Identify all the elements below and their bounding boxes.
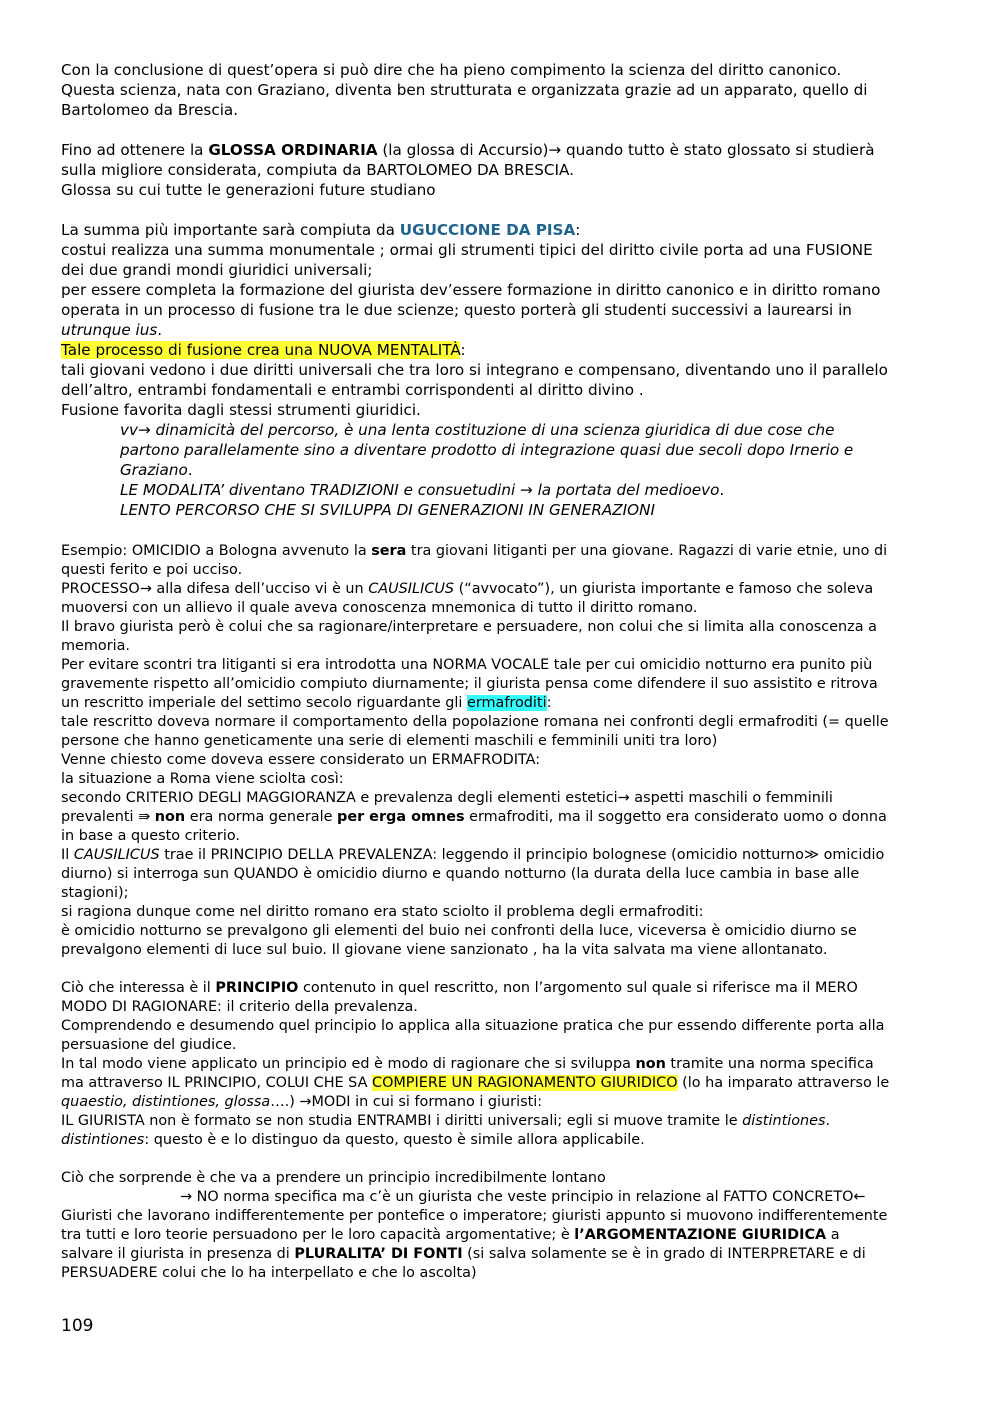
italic-term: distintiones [742,1113,826,1129]
highlighted-text: Tale processo di fusione crea una NUOVA MENTALITÀ [61,341,461,359]
text-line [61,694,941,713]
text-line [61,1074,941,1093]
text-line: operata in un processo di fusione tra le due scienze; questo porterà gli studenti successivi a laurearsi in [61,301,852,319]
text-line: persone che hanno geneticamente una serie di elementi maschili e femminili uniti tra loro) [61,733,718,749]
text-line [61,580,941,599]
italic-term: quaestio, distintiones, glossa [61,1094,271,1110]
indented-line [61,480,941,500]
italic-term: CAUSILICUS [368,581,455,597]
text-span: trae il PRINCIPIO DELLA PREVALENZA: leggendo il principio bolognese (omicidio notturno≫ omicidio [159,847,885,863]
indented-line: → NO norma specifica ma c’è un giurista che veste principio in relazione al FATTO CONCRETO← [180,1189,866,1205]
text-line [61,846,941,865]
text-line: Glossa su cui tutte le generazioni future studiano [61,181,436,199]
text-span: : [575,221,581,239]
text-span: contenuto in quel rescritto, non l’argomento sul quale si riferisce ma il MERO [298,980,858,996]
text-span: tra tutti e loro teorie persuadono per le loro capacità argomentative; è [61,1227,575,1243]
text-line [61,320,941,340]
text-line: Comprendendo e desumendo quel principio lo applica alla situazione pratica che pur essendo differente porta alla [61,1018,885,1034]
text-span: PROCESSO→ alla difesa dell’ucciso vi è un [61,581,369,597]
italic-term: distintiones [61,1132,145,1148]
text-span: . [825,1113,831,1129]
indented-line [61,460,941,480]
text-line: è omicidio notturno se prevalgono gli elementi del buio nei confronti della luce, viceversa è omicidio diurno se [61,923,857,939]
text-line: Il bravo giurista però è colui che sa ragionare/interpretare e persuadere, non colui che si limita alla conoscenza a [61,619,877,635]
text-span: Il [61,847,74,863]
text-span: : [546,695,552,711]
text-span: . [157,321,163,339]
bold-term: per erga omnes [337,809,465,825]
text-span: tramite una norma specifica [665,1056,874,1072]
text-line: Fusione favorita dagli stessi strumenti giuridici. [61,401,421,419]
text-line: Ciò che sorprende è che va a prendere un principio incredibilmente lontano [61,1170,606,1186]
page-body [61,60,941,1283]
text-line: Per evitare scontri tra litiganti si era introdotta una NORMA VOCALE tale per cui omicidio notturno era punito più [61,657,873,673]
highlighted-text: ermafroditi [466,695,547,711]
text-span: un rescritto imperiale del settimo secolo riguardante gli [61,695,467,711]
text-line [61,542,941,561]
text-span: . [187,461,193,479]
italic-term: CAUSILICUS [73,847,160,863]
text-span: IL GIURISTA non è formato se non studia ENTRAMBI i diritti universali; egli si muove tramite le [61,1113,743,1129]
text-line [61,1131,941,1150]
text-line [61,1055,941,1074]
text-span: ….) →MODI in cui si formano i giuristi: [270,1094,543,1110]
text-line: Bartolomeo da Brescia. [61,101,239,119]
text-line: MODO DI RAGIONARE: il criterio della prevalenza. [61,999,418,1015]
text-span: a [826,1227,840,1243]
text-line: Con la conclusione di quest’opera si può dire che ha pieno compimento la scienza del diritto canonico. [61,61,842,79]
bold-term: non [635,1056,666,1072]
text-span: era norma generale [185,809,338,825]
text-span: (“avvocato”), un giurista importante e famoso che soleva [454,581,874,597]
bold-term: sera [371,543,407,559]
text-span: (si salva solamente se è in grado di INTERPRETARE e di [462,1246,866,1262]
text-line: Giuristi che lavorano indifferentemente per pontefice o imperatore; giuristi appunto si muovono indifferentemente [61,1208,888,1224]
text-line [61,220,941,240]
text-line: la situazione a Roma viene sciolta così: [61,771,344,787]
text-line: tale rescritto doveva normare il comportamento della popolazione romana nei confronti degli ermafroditi (= quelle [61,714,889,730]
bold-term: PRINCIPIO [215,980,299,996]
text-line [61,1093,941,1112]
indented-line: LENTO PERCORSO CHE SI SVILUPPA DI GENERAZIONI IN GENERAZIONI [120,501,655,519]
bold-term: l’ARGOMENTAZIONE GIURIDICA [574,1227,827,1243]
text-line: dei due grandi mondi giuridici universali; [61,261,373,279]
text-span: . [719,481,725,499]
text-line: gravemente rispetto all’omicidio compiuto diurnamente; il giurista pensa come difendere il suo assistito e ritrova [61,676,878,692]
text-line: persuasione del giudice. [61,1037,237,1053]
text-span: salvare il giurista in presenza di [61,1246,295,1262]
text-span: (lo ha imparato attraverso le [677,1075,890,1091]
text-span: La summa più importante sarà compiuta da [61,221,400,239]
text-line [61,340,941,360]
text-span: tra giovani litiganti per una giovane. Ragazzi di varie etnie, uno di [406,543,888,559]
text-span: In tal modo viene applicato un principio ed è modo di ragionare che si sviluppa [61,1056,636,1072]
text-line: sulla migliore considerata, compiuta da BARTOLOMEO DA BRESCIA. [61,161,574,179]
text-line [61,140,941,160]
indented-line: vv→ dinamicità del percorso, è una lenta costituzione di una scienza giuridica di due cose che [120,421,835,439]
text-line: Questa scienza, nata con Graziano, diventa ben strutturata e organizzata grazie ad un apparato, quello di [61,81,868,99]
heading-term: UGUCCIONE DA PISA [399,221,576,239]
text-line: prevalgono elementi di luce sul buio. Il giovane viene sanzionato , ha la vita salvata ma viene allontanato. [61,942,828,958]
text-span: ermafroditi, ma il soggetto era considerato uomo o donna [464,809,887,825]
text-span: Ciò che interessa è il [61,980,216,996]
text-line: PERSUADERE colui che lo ha interpellato e che lo ascolta) [61,1265,477,1281]
italic-term: utrunque ius [61,321,158,339]
text-line: Venne chiesto come doveva essere considerato un ERMAFRODITA: [61,752,541,768]
text-span: : [460,341,466,359]
text-span: LE MODALITA’ diventano TRADIZIONI e consuetudini → la portata del medioevo [120,481,720,499]
page-number: 109 [61,1316,94,1336]
text-line: si ragiona dunque come nel diritto romano era stato sciolto il problema degli ermafroditi: [61,904,704,920]
text-line [61,979,941,998]
text-line [61,808,941,827]
text-line: questi ferito e poi ucciso. [61,562,243,578]
text-line: dell’altro, entrambi fondamentali e entrambi corrispondenti al diritto divino . [61,381,644,399]
text-line [61,1112,941,1131]
text-span: Esempio: OMICIDIO a Bologna avvenuto la [61,543,372,559]
text-span: ma attraverso IL PRINCIPIO, COLUI CHE SA [61,1075,373,1091]
text-line: memoria. [61,638,131,654]
text-line: in base a questo criterio. [61,828,240,844]
indented-line: partono parallelamente sino a diventare prodotto di integrazione quasi due secoli dopo Irnerio e [120,441,854,459]
text-line: costui realizza una summa monumentale ; ormai gli strumenti tipici del diritto civile porta ad una FUSIONE [61,241,873,259]
text-span: : questo è e lo distinguo da questo, questo è simile allora applicabile. [144,1132,645,1148]
bold-term: non [154,809,186,825]
text-line: muoversi con un allievo il quale aveva conoscenza mnemonica di tutto il diritto romano. [61,600,698,616]
text-span: Fino ad ottenere la [61,141,209,159]
bold-term: PLURALITA’ DI FONTI [294,1246,463,1262]
text-line: diurno) si interroga sun QUANDO è omicidio diurno e quando notturno (la durata della luce cambia in base alle [61,866,860,882]
section-lower [61,542,941,1283]
text-span: prevalenti ⇛ [61,809,155,825]
text-line: stagioni); [61,885,129,901]
bold-term: GLOSSA ORDINARIA [208,141,378,159]
highlighted-text: COMPIERE UN RAGIONAMENTO GIURIDICO [372,1075,678,1091]
text-span: Graziano [120,461,188,479]
text-line [61,1226,941,1245]
text-line: secondo CRITERIO DEGLI MAGGIORANZA e prevalenza degli elementi estetici→ aspetti maschili o femminili [61,790,833,806]
text-span: (la glossa di Accursio)→ quando tutto è stato glossato si studierà [377,141,875,159]
text-line: tali giovani vedono i due diritti universali che tra loro si integrano e compensano, diventando uno il parallelo [61,361,888,379]
section-upper [61,60,941,520]
text-line: per essere completa la formazione del giurista dev’essere formazione in diritto canonico e in diritto romano [61,281,881,299]
text-line [61,1245,941,1264]
